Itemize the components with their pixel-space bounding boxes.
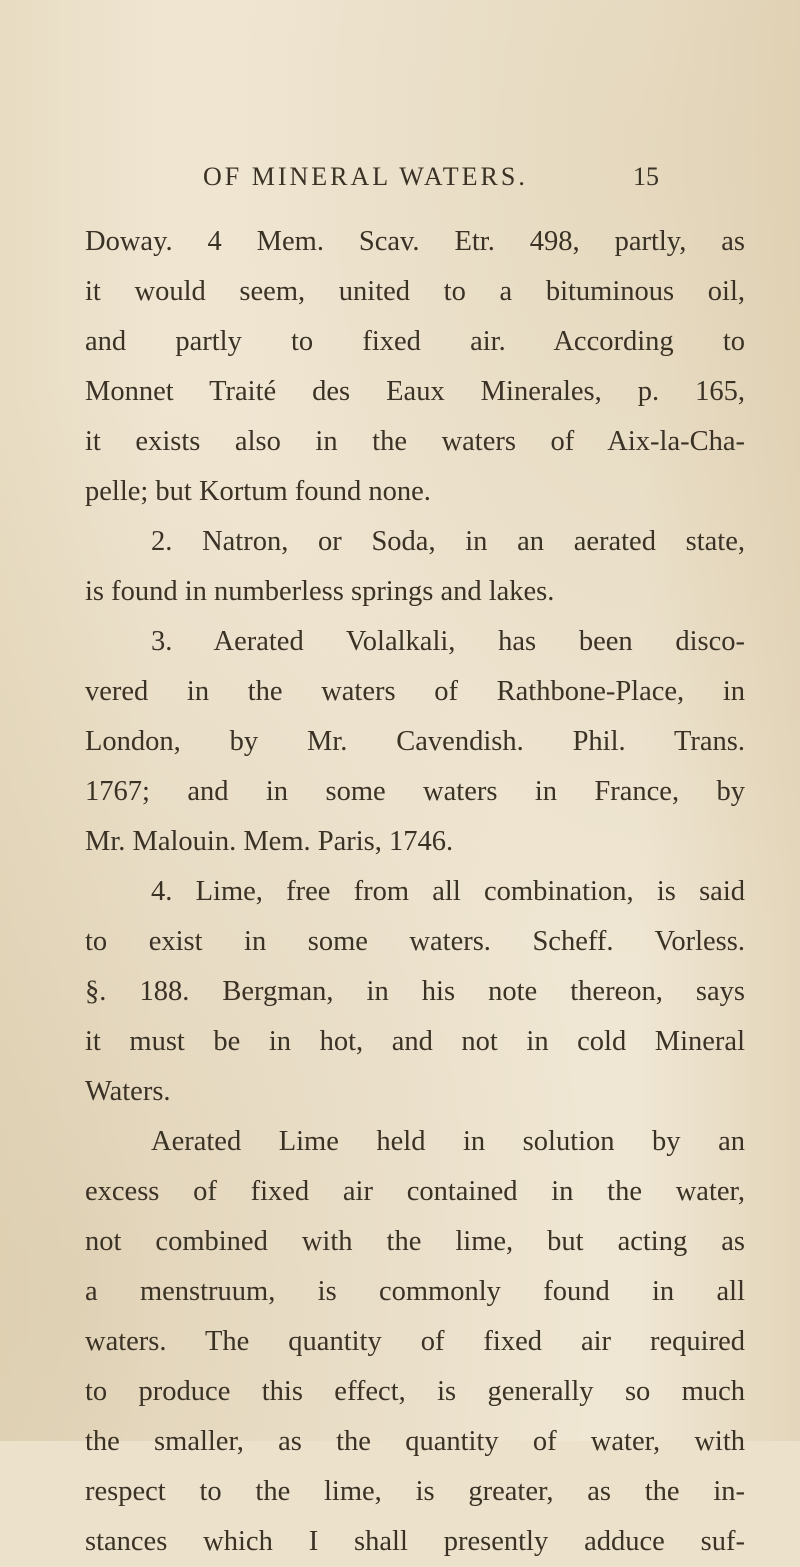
text-line: 1767; and in some waters in France, by: [85, 776, 745, 807]
text-line: and partly to fixed air. According to: [85, 326, 745, 357]
text-line: it must be in hot, and not in cold Mineral: [85, 1026, 745, 1057]
text-line: a menstruum, is commonly found in all: [85, 1276, 745, 1307]
text-line: pelle; but Kortum found none.: [85, 476, 431, 507]
text-line: stances which I shall presently adduce suf-: [85, 1526, 745, 1557]
text-line: vered in the waters of Rathbone-Place, in: [85, 676, 745, 707]
text-line: Mr. Malouin. Mem. Paris, 1746.: [85, 826, 454, 857]
text-line: to produce this effect, is generally so much: [85, 1376, 745, 1407]
text-line: §. 188. Bergman, in his note thereon, says: [85, 976, 745, 1007]
text-line: Waters.: [85, 1076, 171, 1107]
text-line: Aerated Lime held in solution by an: [151, 1126, 745, 1157]
text-line: 4. Lime, free from all combination, is said: [151, 876, 745, 907]
text-line: waters. The quantity of fixed air required: [85, 1326, 745, 1357]
text-line: London, by Mr. Cavendish. Phil. Trans.: [85, 726, 745, 757]
body-text: [85, 217, 745, 1567]
text-line: 2. Natron, or Soda, in an aerated state,: [151, 526, 745, 557]
text-line: it would seem, united to a bituminous oil,: [85, 276, 745, 307]
text-line: respect to the lime, is greater, as the in-: [85, 1476, 745, 1507]
text-line: Doway. 4 Mem. Scav. Etr. 498, partly, as: [85, 226, 745, 257]
text-line: is found in numberless springs and lakes.: [85, 576, 555, 607]
text-line: it exists also in the waters of Aix-la-Cha-: [85, 426, 745, 457]
text-line: to exist in some waters. Scheff. Vorless.: [85, 926, 745, 957]
text-line: the smaller, as the quantity of water, with: [85, 1426, 745, 1457]
text-line: not combined with the lime, but acting as: [85, 1226, 745, 1257]
text-line: excess of fixed air contained in the water,: [85, 1176, 745, 1207]
page-number: 15: [633, 162, 659, 191]
header-title: OF MINERAL WATERS.: [203, 162, 528, 191]
text-line: Monnet Traité des Eaux Minerales, p. 165,: [85, 376, 745, 407]
text-line: 3. Aerated Volalkali, has been disco-: [151, 626, 745, 657]
